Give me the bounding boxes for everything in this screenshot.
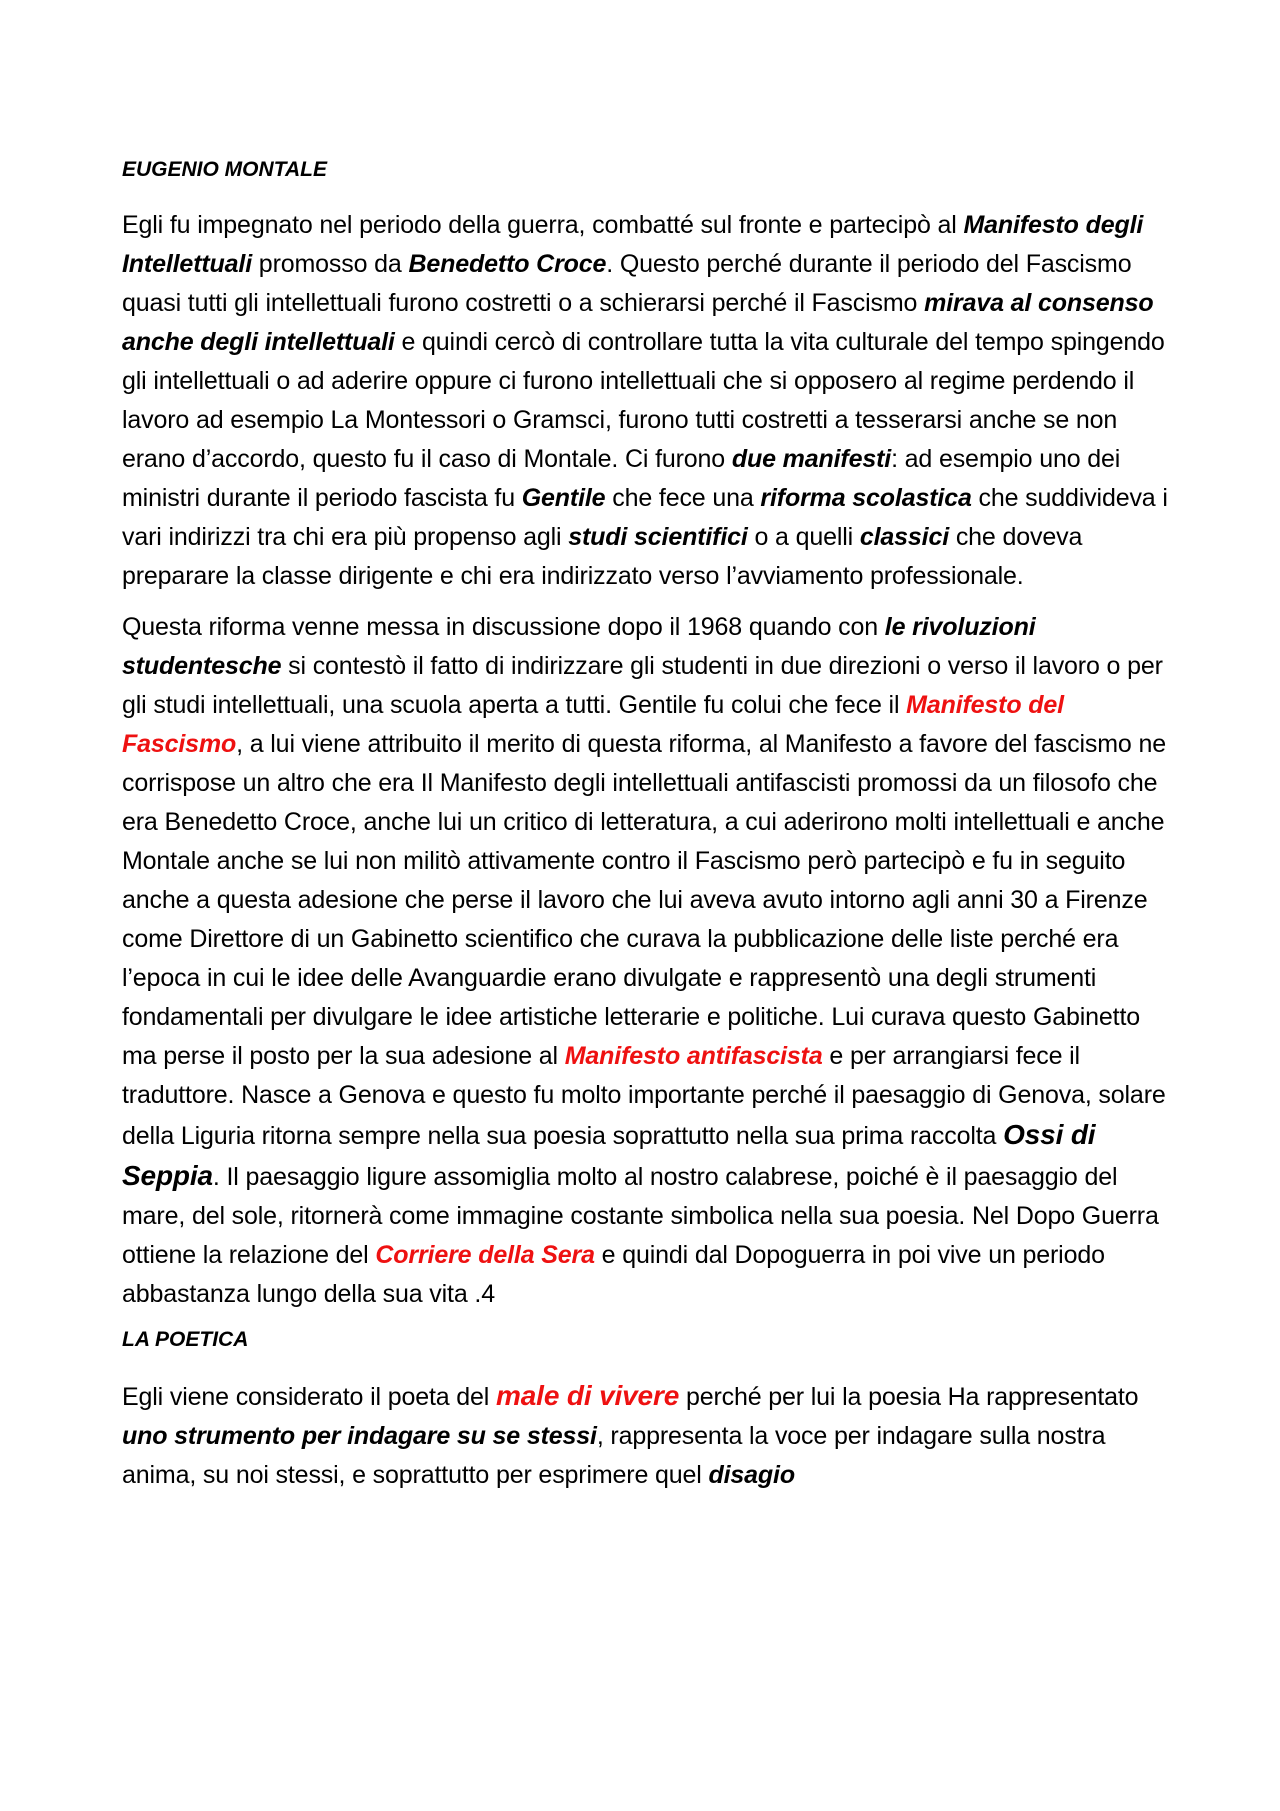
text-run: e quindi cercò di controllare tutta la vita culturale del tempo spingendo gli intellettuali o ad aderire oppure ci furono intellettuali che si opposero al regime perdendo il lavoro ad esempio La Montessori o Gramsci, furono tutti costretti a tesserarsi anche se non erano d’accordo, questo fu il caso di Montale. Ci furono — [122, 328, 1165, 473]
text-run: , a lui viene attribuito il merito di questa riforma, al Manifesto a favore del fascismo ne corrispose un altro che era Il Manifesto degli intellettuali antifascisti promossi da un filosofo che era Benedetto Croce, anche lui un critico di letteratura, a cui aderirono molti intellettuali e anche Montale anche se lui non militò attivamente contro il Fascismo però partecipò e fu in seguito anche a questa adesione che perse il lavoro che lui aveva avuto intorno agli anni 30 a Firenze come Direttore di un Gabinetto scientifico che curava la pubblicazione delle liste perché era l’epoca in cui le idee delle Avanguardie erano divulgate e rappresentò una degli strumenti fondamentali per divulgare le idee artistiche letterarie e politiche. Lui curava questo Gabinetto ma perse il posto per la sua adesione al — [122, 730, 1166, 1070]
text-run: e per arrangiarsi fece il traduttore. Nasce a Genova e questo fu molto importante perché il paesaggio di Genova, solare della Liguria ritorna sempre nella sua poesia soprattutto nella sua prima raccolta — [122, 1042, 1166, 1150]
emphasis-rivoluzioni-studentesche: le rivoluzioni studentesche — [122, 613, 1036, 680]
text-run: o a quelli — [747, 523, 860, 551]
emphasis-corriere-della-sera: Corriere della Sera — [375, 1241, 595, 1269]
emphasis-manifesto-intellettuali: Manifesto degli Intellettuali — [122, 211, 1144, 278]
paragraph-biography — [122, 206, 1172, 596]
emphasis-benedetto-croce: Benedetto Croce — [408, 250, 607, 278]
emphasis-disagio: disagio — [708, 1461, 795, 1489]
emphasis-strumento-indagare: uno strumento per indagare su se stessi — [122, 1422, 597, 1450]
emphasis-gentile: Gentile — [521, 484, 606, 512]
emphasis-classici: classici — [859, 523, 950, 551]
emphasis-ossi-di-seppia: Ossi di Seppia — [122, 1119, 1096, 1191]
text-run: : ad esempio uno dei ministri durante il periodo fascista fu — [122, 445, 1121, 512]
text-run: , rappresenta la voce per indagare sulla nostra anima, su noi stessi, e soprattutto per esprimere quel — [122, 1422, 1106, 1489]
document-title: EUGENIO MONTALE — [122, 158, 327, 181]
paragraph-riforma — [122, 608, 1172, 1314]
emphasis-manifesto-fascismo: Manifesto del Fascismo — [122, 691, 1064, 758]
emphasis-riforma-scolastica: riforma scolastica — [760, 484, 972, 512]
emphasis-consenso: mirava al consenso anche degli intellettuali — [122, 289, 1154, 356]
paragraph-poetica — [122, 1376, 1172, 1495]
section-heading-poetica: LA POETICA — [122, 1328, 249, 1351]
text-run: perché per lui la poesia Ha rappresentato — [679, 1383, 1139, 1411]
text-run: che suddivideva i vari indirizzi tra chi era più propenso agli — [122, 484, 1168, 551]
text-run: si contestò il fatto di indirizzare gli studenti in due direzioni o verso il lavoro o per gli studi intellettuali, una scuola aperta a tutti. Gentile fu colui che fece il — [122, 652, 1163, 719]
text-run: . Il paesaggio ligure assomiglia molto al nostro calabrese, poiché è il paesaggio del mare, del sole, ritornerà come immagine costante simbolica nella sua poesia. Nel Dopo Guerra ottiene la relazione del — [122, 1163, 1159, 1269]
text-run: Egli fu impegnato nel periodo della guerra, combatté sul fronte e partecipò al — [122, 211, 964, 239]
emphasis-studi-scientifici: studi scientifici — [568, 523, 748, 551]
text-run: . Questo perché durante il periodo del Fascismo quasi tutti gli intellettuali furono costretti o a schierarsi perché il Fascismo — [122, 250, 1132, 317]
text-run: che doveva preparare la classe dirigente e chi era indirizzato verso l’avviamento professionale. — [122, 523, 1083, 590]
emphasis-male-di-vivere: male di vivere — [496, 1380, 680, 1411]
text-run: e quindi dal Dopoguerra in poi vive un periodo abbastanza lungo della sua vita .4 — [122, 1241, 1105, 1308]
document-body — [122, 156, 1172, 1507]
text-run: Egli viene considerato il poeta del — [122, 1383, 497, 1411]
emphasis-manifesto-antifascista: Manifesto antifascista — [564, 1042, 823, 1070]
text-run: che fece una — [605, 484, 761, 512]
emphasis-due-manifesti: due manifesti — [731, 445, 892, 473]
text-run: Questa riforma venne messa in discussione dopo il 1968 quando con — [122, 613, 885, 641]
text-run: promosso da — [252, 250, 409, 278]
